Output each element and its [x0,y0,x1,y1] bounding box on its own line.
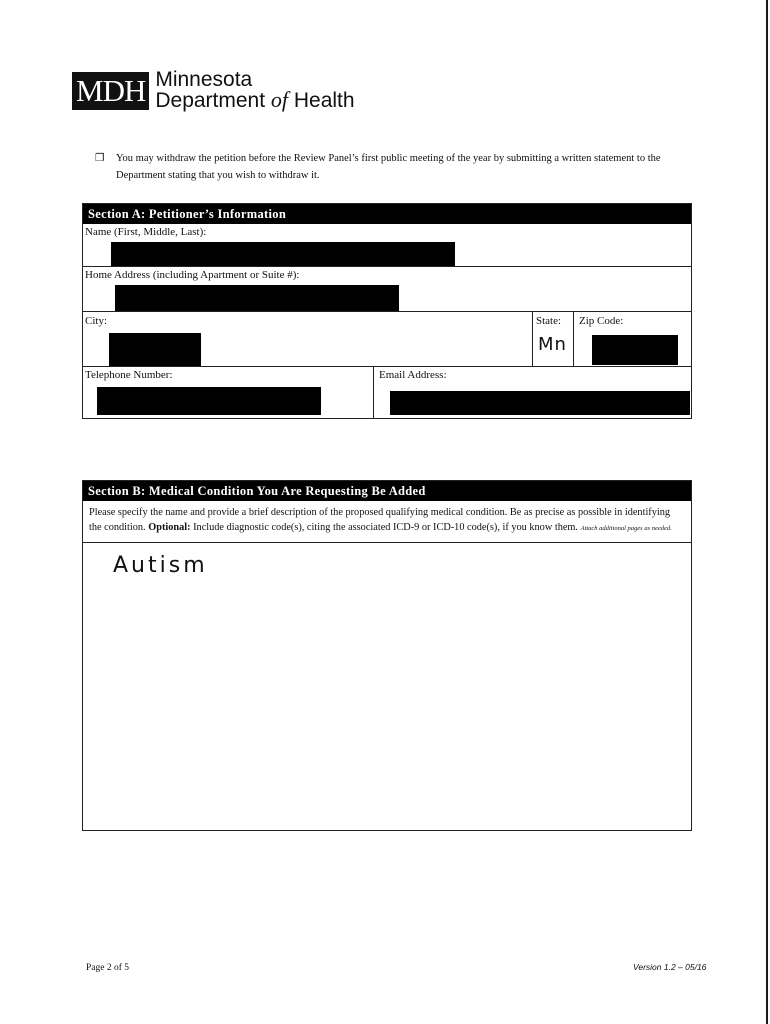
city-state-zip-row [83,311,691,366]
withdraw-notice [95,150,675,184]
name-row[interactable] [83,224,691,266]
state-divider [532,312,533,366]
zip-label: Zip Code: [579,315,624,327]
state-label: State: [536,315,562,327]
version-label: Version 1.2 – 05/16 [633,962,707,972]
org-line2: Department of Health [155,87,355,112]
zip-redaction [592,335,678,365]
section-a [82,203,692,419]
scan-edge [766,0,768,1024]
notice-text: You may withdraw the petition before the Review Panel’s first public meeting of the year by submitting a written statement to the Department stating that you wish to withdraw it. [116,153,661,181]
page-number: Page 2 of 5 [86,963,130,973]
state-value: Mn [538,334,567,355]
phone-email-row [83,366,691,418]
section-b [82,480,692,831]
email-label: Email Address: [379,369,447,381]
name-redaction [111,242,455,266]
email-divider [373,367,374,418]
section-b-instructions: Please specify the name and provide a brief description of the proposed qualifying medical condition. Be as precise as possible in identifying the condition. Optional: Include diagnostic code(s), citing the associated ICD-9 or ICD-10 code(s), if you know them. Attach additional pages as needed. [83,501,691,543]
org-name [155,70,354,111]
name-label: Name (First, Middle, Last): [85,226,207,238]
condition-handwritten: Autism [113,553,208,578]
city-redaction [109,333,201,366]
mdh-logo [72,70,355,111]
condition-answer-area[interactable] [83,543,691,813]
address-redaction [115,285,399,311]
section-a-title: Section A: Petitioner’s Information [83,204,691,224]
phone-redaction [97,387,321,415]
section-b-title: Section B: Medical Condition You Are Requesting Be Added [83,481,691,501]
city-label: City: [85,315,108,327]
zip-divider [573,312,574,366]
checkbox-icon: ❒ [95,153,105,164]
address-row[interactable] [83,266,691,311]
email-redaction [390,391,690,415]
org-line1: Minnesota [155,68,253,91]
phone-label: Telephone Number: [85,369,173,381]
logo-abbrev: MDH [72,72,149,110]
address-label: Home Address (including Apartment or Suite #): [85,269,300,281]
